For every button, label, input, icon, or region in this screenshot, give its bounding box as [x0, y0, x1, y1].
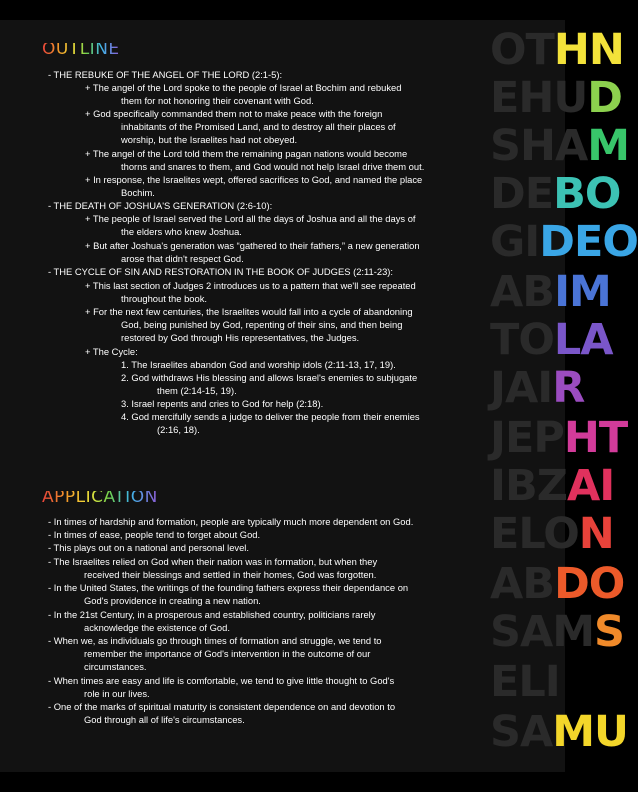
application-line: - When we, as individuals go through times of formation and struggle, we tend to — [48, 635, 382, 646]
judge-name-highlight: M — [587, 121, 630, 171]
judge-name — [490, 413, 628, 463]
judge-name — [490, 607, 625, 657]
outline-line: worship, but the Israelites had not obeyed. — [121, 134, 298, 145]
outline-line: 3. Israel repents and cries to God for help (2:18). — [121, 398, 324, 409]
outline-line: - THE CYCLE OF SIN AND RESTORATION IN THE BOOK OF JUDGES (2:11-23): — [48, 266, 394, 277]
judge-name-highlight: DO — [554, 559, 625, 609]
outline-line: - THE REBUKE OF THE ANGEL OF THE LORD (2:1-5): — [48, 69, 283, 80]
judge-name-faded: ELI — [490, 657, 560, 707]
judge-name — [490, 121, 630, 171]
outline-line: throughout the book. — [121, 293, 208, 304]
judge-name-highlight: LA — [553, 315, 613, 365]
outline-line: 2. God withdraws His blessing and allows Israel's enemies to subjugate — [121, 372, 418, 383]
application-line: - In times of ease, people tend to forget about God. — [48, 529, 261, 540]
application-line: - In times of hardship and formation, people are typically much more dependent on God. — [48, 516, 414, 527]
judge-name — [490, 267, 611, 317]
application-line: role in our lives. — [84, 688, 150, 699]
judge-name — [490, 657, 560, 707]
application-line: - In the 21st Century, in a prosperous and established country, politicians rarely — [48, 609, 376, 620]
judge-name-faded: ELO — [490, 509, 579, 559]
outline-line: God, being punished by God, repenting of their sins, and then being — [121, 319, 403, 330]
outline-line: them (2:14-15, 19). — [157, 385, 237, 396]
outline-line: (2:16, 18). — [157, 424, 200, 435]
application-line: - When times are easy and life is comfortable, we tend to give little thought to God's — [48, 675, 395, 686]
application-line: circumstances. — [84, 661, 147, 672]
judge-name-highlight: HN — [553, 25, 624, 75]
application-line: God's providence in creating a new nation. — [84, 595, 261, 606]
outline-line: + For the next few centuries, the Israelites would fall into a cycle of abandoning — [85, 306, 413, 317]
application-line: acknowledge the existence of God. — [84, 622, 230, 633]
judge-name-faded: JEP — [490, 413, 564, 463]
outline-line: arose that didn't respect God. — [121, 253, 244, 264]
outline-line: the elders who knew Joshua. — [121, 226, 242, 237]
application-line: God through all of life's circumstances. — [84, 714, 245, 725]
outline-line: + But after Joshua's generation was “gathered to their fathers,” a new generation — [85, 240, 420, 251]
judge-name-highlight: DEO — [539, 217, 638, 267]
judge-name — [490, 169, 621, 219]
judge-name — [490, 73, 622, 123]
judge-name — [490, 509, 614, 559]
judge-name-highlight: IM — [554, 267, 611, 317]
outline-line: + God specifically commanded them not to make peace with the foreign — [85, 108, 383, 119]
outline-line: thorns and snares to them, and God would not help Israel drive them out. — [121, 161, 425, 172]
judge-name-faded: OT — [490, 25, 554, 75]
judge-name-highlight: N — [578, 509, 614, 559]
outline-line: + The angel of the Lord told them the remaining pagan nations would become — [85, 148, 408, 159]
outline-line: 1. The Israelites abandon God and worship idols (2:11-13, 17, 19). — [121, 359, 396, 370]
judge-name-faded: AB — [490, 559, 555, 609]
judge-name — [490, 559, 625, 609]
application-heading: APPLICATION — [42, 487, 158, 507]
application-line: - This plays out on a national and personal level. — [48, 542, 249, 553]
judge-name — [490, 315, 613, 365]
judge-name-highlight: R — [552, 363, 585, 413]
judges-name-column — [490, 25, 638, 776]
outline-line: + The people of Israel served the Lord all the days of Joshua and all the days of — [85, 213, 416, 224]
judge-name-faded: SAM — [490, 607, 595, 657]
application-line: - One of the marks of spiritual maturity is consistent dependence on and devotion to — [48, 701, 396, 712]
application-line: remember the importance of God's intervention in the outcome of our — [84, 648, 371, 659]
judge-name — [490, 707, 628, 757]
outline-line: inhabitants of the Promised Land, and to destroy all their places of — [121, 121, 396, 132]
application-line: received their blessings and settled in their homes, God was forgotten. — [84, 569, 377, 580]
application-line: - The Israelites relied on God when their nation was in formation, but when they — [48, 556, 378, 567]
judge-name-faded: GI — [490, 217, 540, 267]
judge-name-highlight: HT — [563, 413, 628, 463]
judge-name-highlight: BO — [553, 169, 621, 219]
outline-line: restored by God through His representatives, the Judges. — [121, 332, 360, 343]
outline-line: 4. God mercifully sends a judge to deliver the people from their enemies — [121, 411, 420, 422]
outline-line: - THE DEATH OF JOSHUA'S GENERATION (2:6-10): — [48, 200, 273, 211]
judge-name-faded: SA — [490, 707, 553, 757]
judge-name-faded: EHU — [490, 73, 588, 123]
outline-line: + The Cycle: — [85, 346, 138, 357]
judge-name — [490, 25, 624, 75]
judge-name — [490, 217, 638, 267]
judge-name-faded: AB — [490, 267, 555, 317]
application-line: - In the United States, the writings of the founding fathers express their dependance on — [48, 582, 409, 593]
judge-name-faded: JAI — [490, 363, 553, 413]
outline-heading: OUTLINE — [42, 39, 120, 59]
judge-name-highlight: S — [594, 607, 625, 657]
judge-name-highlight: MU — [552, 707, 628, 757]
outline-line: + In response, the Israelites wept, offered sacrifices to God, and named the place — [85, 174, 423, 185]
judge-name — [490, 461, 615, 511]
judge-name-highlight: AI — [566, 461, 615, 511]
outline-line: Bochim. — [121, 187, 155, 198]
judge-name-faded: IBZ — [490, 461, 567, 511]
outline-line: + This last section of Judges 2 introduces us to a pattern that we'll see repeated — [85, 280, 416, 291]
judge-name-highlight: D — [587, 73, 622, 123]
judge-name-faded: SHA — [490, 121, 588, 171]
judge-name-faded: TO — [490, 315, 554, 365]
outline-line: them for not honoring their covenant with God. — [121, 95, 314, 106]
judge-name — [490, 363, 585, 413]
outline-line: + The angel of the Lord spoke to the people of Israel at Bochim and rebuked — [85, 82, 402, 93]
judge-name-faded: DE — [490, 169, 554, 219]
